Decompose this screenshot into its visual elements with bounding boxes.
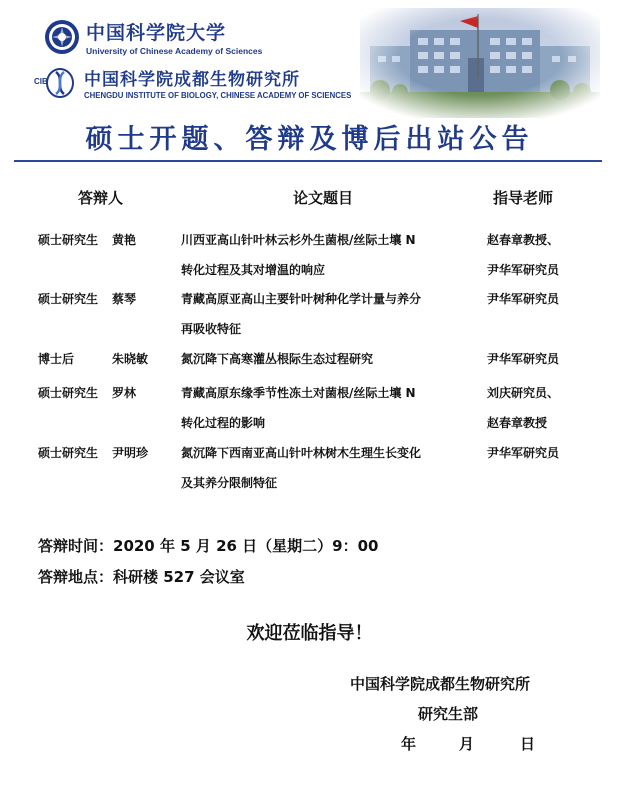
title-line: 氮沉降下西南亚高山针叶林树木生理生长变化 xyxy=(181,446,422,460)
advisor-line: 尹华军研究员 xyxy=(487,263,560,277)
title-line: 转化过程及其对增温的响应 xyxy=(181,263,326,277)
signature-month: 月 xyxy=(459,735,475,753)
defense-place: 答辩地点：科研楼 527 会议室 xyxy=(38,568,245,586)
signature-org: 中国科学院成都生物研究所 xyxy=(350,675,531,693)
advisor-line: 赵春章教授、 xyxy=(487,233,560,247)
signature-dept: 研究生部 xyxy=(418,705,479,723)
cib-name: 中国科学院成都生物研究所 xyxy=(84,70,300,90)
degree-cell: 硕士研究生 xyxy=(38,292,99,306)
cib-emblem-icon xyxy=(34,68,80,98)
title-line: 再吸收特征 xyxy=(181,322,242,336)
degree-cell: 硕士研究生 xyxy=(38,446,99,460)
signature-year: 年 xyxy=(401,735,417,753)
name-cell: 黄艳 xyxy=(112,233,137,247)
name-cell: 尹明珍 xyxy=(112,446,149,460)
name-cell: 朱晓敏 xyxy=(112,352,149,366)
title-line: 川西亚高山针叶林云杉外生菌根/丝际土壤 N xyxy=(181,233,416,247)
ucas-name: 中国科学院大学 xyxy=(86,22,227,44)
degree-cell: 硕士研究生 xyxy=(38,386,99,400)
advisor-line: 尹华军研究员 xyxy=(487,352,560,366)
title-line: 青藏高原亚高山主要针叶树种化学计量与养分 xyxy=(181,292,422,306)
name-cell: 罗林 xyxy=(112,386,137,400)
ucas-english-name: University of Chinese Academy of Sciences xyxy=(86,46,263,56)
cib-logo xyxy=(34,65,351,100)
cib-english-name: CHENGDU INSTITUTE OF BIOLOGY, CHINESE ACADEMY OF SCIENCES xyxy=(84,91,352,100)
ucas-logo xyxy=(44,18,262,56)
cib-badge: CIB xyxy=(34,76,48,86)
title-line: 及其养分限制特征 xyxy=(181,476,278,490)
defense-time: 答辩时间：2020 年 5 月 26 日（星期二）9：00 xyxy=(38,537,379,555)
advisor-line: 尹华军研究员 xyxy=(487,446,560,460)
header-defender: 答辩人 xyxy=(78,189,124,207)
degree-cell: 博士后 xyxy=(38,352,75,366)
header-advisor: 指导老师 xyxy=(493,189,554,207)
title-divider xyxy=(14,160,602,162)
name-cell: 蔡琴 xyxy=(112,292,137,306)
header-thesis-title: 论文题目 xyxy=(293,189,354,207)
title-line: 转化过程的影响 xyxy=(181,416,266,430)
advisor-line: 赵春章教授 xyxy=(487,416,548,430)
degree-cell: 硕士研究生 xyxy=(38,233,99,247)
advisor-line: 刘庆研究员、 xyxy=(487,386,560,400)
advisor-line: 尹华军研究员 xyxy=(487,292,560,306)
title-line: 青藏高原东缘季节性冻土对菌根/丝际土壤 N xyxy=(181,386,416,400)
signature-day: 日 xyxy=(520,735,536,753)
page-title: 硕士开题、答辩及博后出站公告 xyxy=(85,124,534,155)
welcome-message: 欢迎莅临指导！ xyxy=(246,623,373,644)
title-line: 氮沉降下高寒灌丛根际生态过程研究 xyxy=(181,352,374,366)
campus-building-photo xyxy=(360,8,600,118)
ucas-emblem-icon xyxy=(44,19,80,55)
